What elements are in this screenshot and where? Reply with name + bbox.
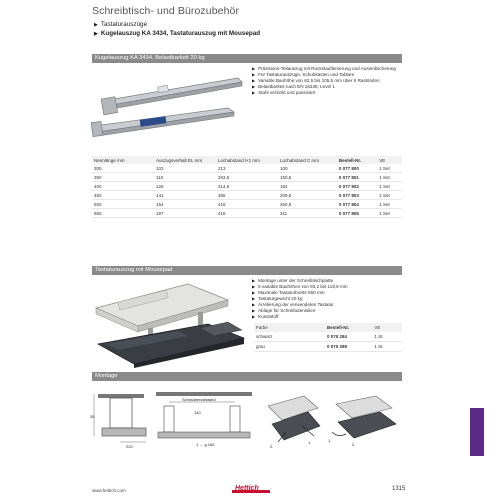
footer-url: www.hettich.com	[92, 488, 126, 493]
bullet-icon: ▶	[252, 284, 256, 289]
bullet-item: ▶ Belastbarkeit nach EN 15338, Level 1	[252, 84, 335, 89]
section-2-bar: Tastaturauszug mit Mousepad	[92, 266, 402, 275]
bullet-icon: ▶	[252, 290, 256, 295]
subtitle-1-text: Tastaturauszüge	[100, 21, 148, 28]
bullet-item: ▶ Variable Bauhöhe von 62,5 bis 105,5 mm über 5 Raststufen	[252, 78, 380, 83]
table-row: 350 110 263,5 150,5 0 077 801 1 Set	[92, 173, 402, 182]
table-header: VE	[377, 156, 402, 164]
bullet-icon: ▶	[252, 296, 256, 301]
table-header-row	[254, 323, 402, 332]
svg-text:Hettich: Hettich	[235, 485, 259, 492]
dimension-label: 35	[90, 414, 95, 419]
step-label: 1.	[328, 438, 332, 443]
step-label: 1.	[308, 440, 312, 445]
keyboard-tray-image	[88, 278, 248, 370]
dimension-label: 1 ← g 160	[196, 442, 215, 447]
section-1-bullets	[252, 66, 396, 96]
section-2-bullets	[252, 278, 348, 320]
chapter-tab	[470, 408, 484, 456]
bullet-item: ▶ Stahl verzinkt und passiviert	[252, 90, 316, 95]
table-header-row	[92, 156, 402, 164]
dimension-label: Schraubenabstand	[182, 397, 216, 402]
bullet-item: ▶ Präzisions-Teilauszug mit Rückstauftenierung und Auseinbiicherung	[252, 66, 396, 71]
bullet-item: ▶ Maximale Tastaturbreite 550 mm	[252, 290, 325, 295]
bullet-item: ▶ Montage unter der Schreibtischplatte	[252, 278, 334, 283]
page-number: 1315	[392, 486, 406, 492]
bullet-icon: ▶	[252, 308, 256, 313]
bullet-icon: ▶	[252, 66, 256, 71]
bullet-icon: ▶	[252, 278, 256, 283]
dimension-label: 220	[126, 444, 133, 449]
table-header: VE	[372, 323, 402, 332]
table-header: Farbe	[254, 323, 325, 332]
table-row: 300 103 213 100 0 077 800 1 Set	[92, 164, 402, 173]
bullet-icon: ▶	[252, 90, 256, 95]
subtitle-1	[94, 21, 147, 28]
table-header: Auszugsverhalt EL mm	[154, 156, 216, 164]
mounting-step-2-image	[326, 392, 398, 452]
bullet-icon: ▶	[252, 302, 256, 307]
step-label: 2.	[352, 442, 356, 447]
dimension-label: 140	[194, 410, 201, 415]
triangle-icon: ▶	[94, 22, 98, 28]
table-row: schwarz 0 070 284 1 St.	[254, 332, 402, 342]
bullet-icon: ▶	[252, 78, 256, 83]
table-row: 550 187 416 311 0 077 805 1 Set	[92, 209, 402, 218]
ball-bearing-slide-image	[88, 74, 248, 140]
triangle-icon: ▶	[94, 31, 98, 37]
table-header: Bestell-Nr.	[337, 156, 377, 164]
bullet-icon: ▶	[252, 314, 256, 319]
bullet-item: ▶ 5 variable Bauhöhen von 93,2 bis 119,8 mm	[252, 284, 348, 289]
page-title: Schreibtisch- und Bürozubehör	[92, 5, 240, 17]
table-header: Lochabstand C mm	[278, 156, 337, 164]
table-row: 400 128 314,5 184 0 077 802 1 Set	[92, 182, 402, 191]
mounting-drawing	[90, 384, 260, 464]
mounting-step-1-image	[262, 392, 322, 452]
subtitle-2	[94, 30, 260, 37]
keyboard-tray-table	[254, 323, 402, 352]
section-3-bar: Montage	[92, 372, 402, 381]
section-1-bar: Kugelauszug KA 3434, Belastbarkeit 20 kg	[92, 54, 402, 63]
subtitle-2-text: Kugelauszug KA 3434, Tastaturauszug mit Mousepad	[100, 30, 261, 37]
bullet-item: ▶ Arretierung der verwendeten Tastatur	[252, 302, 334, 307]
slide-spec-table	[92, 156, 402, 218]
bullet-item: ▶ Ablage für Schreibutensilien	[252, 308, 316, 313]
step-label: 2.	[270, 444, 274, 449]
bullet-item: ▶ Tastaturgewicht 20 kg	[252, 296, 303, 301]
bullet-icon: ▶	[252, 84, 256, 89]
table-row: 500 154 416 260,5 0 077 804 1 Set	[92, 200, 402, 209]
table-row: 450 141 365 209,5 0 077 803 1 Set	[92, 191, 402, 200]
bullet-item: ▶ Für Tastaturauszüge, Schubkästen und Tablare	[252, 72, 355, 77]
table-header: Lochabstand l×1 mm	[216, 156, 278, 164]
table-header: Bestell-Nr.	[325, 323, 372, 332]
bullet-item: ▶ Kunststoff	[252, 314, 279, 319]
table-header: Nennlänge mm	[92, 156, 154, 164]
hettich-logo	[232, 483, 270, 493]
table-row: grau 0 070 289 1 St.	[254, 342, 402, 352]
bullet-icon: ▶	[252, 72, 256, 77]
